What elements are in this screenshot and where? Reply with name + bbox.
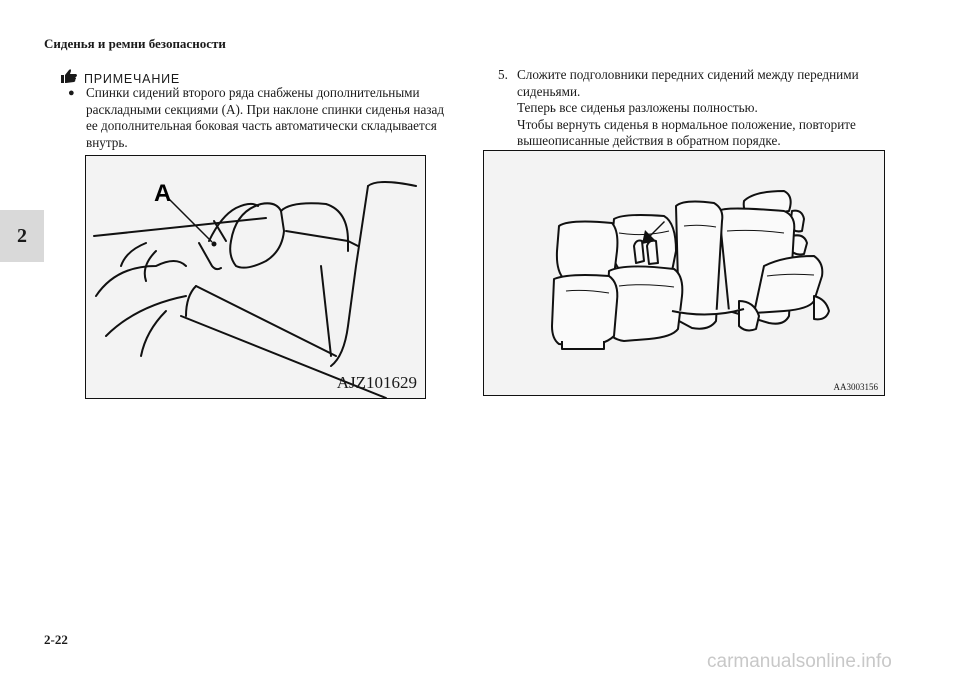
figure-code: AJZ101629 [336, 373, 417, 392]
figure-seatback-section [85, 155, 426, 399]
callout-a: A [154, 180, 172, 207]
note-line: раскладными секциями (A). При наклоне спинки сиденья назад [86, 101, 445, 117]
figure-folded-seats [483, 150, 885, 396]
page-number: 2-22 [44, 632, 68, 647]
watermark: carmanualsonline.info [707, 651, 892, 672]
note-text [86, 85, 464, 151]
step-line: сиденьями. [517, 83, 581, 99]
section-tab [0, 210, 44, 262]
instruction-step [498, 67, 888, 150]
note-label: ПРИМЕЧАНИЕ [84, 71, 181, 86]
step-text [517, 67, 888, 150]
step-line: Теперь все сиденья разложены полностью. [517, 100, 758, 115]
step-line: вышеописанные действия в обратном порядке. [517, 133, 781, 148]
running-header: Сиденья и ремни безопасности [44, 36, 226, 51]
note-line: ее дополнительная боковая часть автоматически складывается [86, 118, 437, 133]
note-line: внутрь. [86, 134, 128, 150]
folded-seats-illustration [484, 151, 884, 395]
step-line: Сложите подголовники передних сидений между передними [517, 67, 859, 82]
seatback-illustration [86, 156, 425, 398]
step-line: Чтобы вернуть сиденья в нормальное положение, повторите [517, 116, 856, 132]
note-line: Спинки сидений второго ряда снабжены дополнительными [86, 85, 420, 100]
step-number: 5. [498, 67, 508, 82]
note-body [68, 85, 464, 151]
figure-code: AA3003156 [833, 382, 878, 392]
bullet-icon: ● [68, 87, 75, 99]
section-number: 2 [17, 224, 27, 247]
